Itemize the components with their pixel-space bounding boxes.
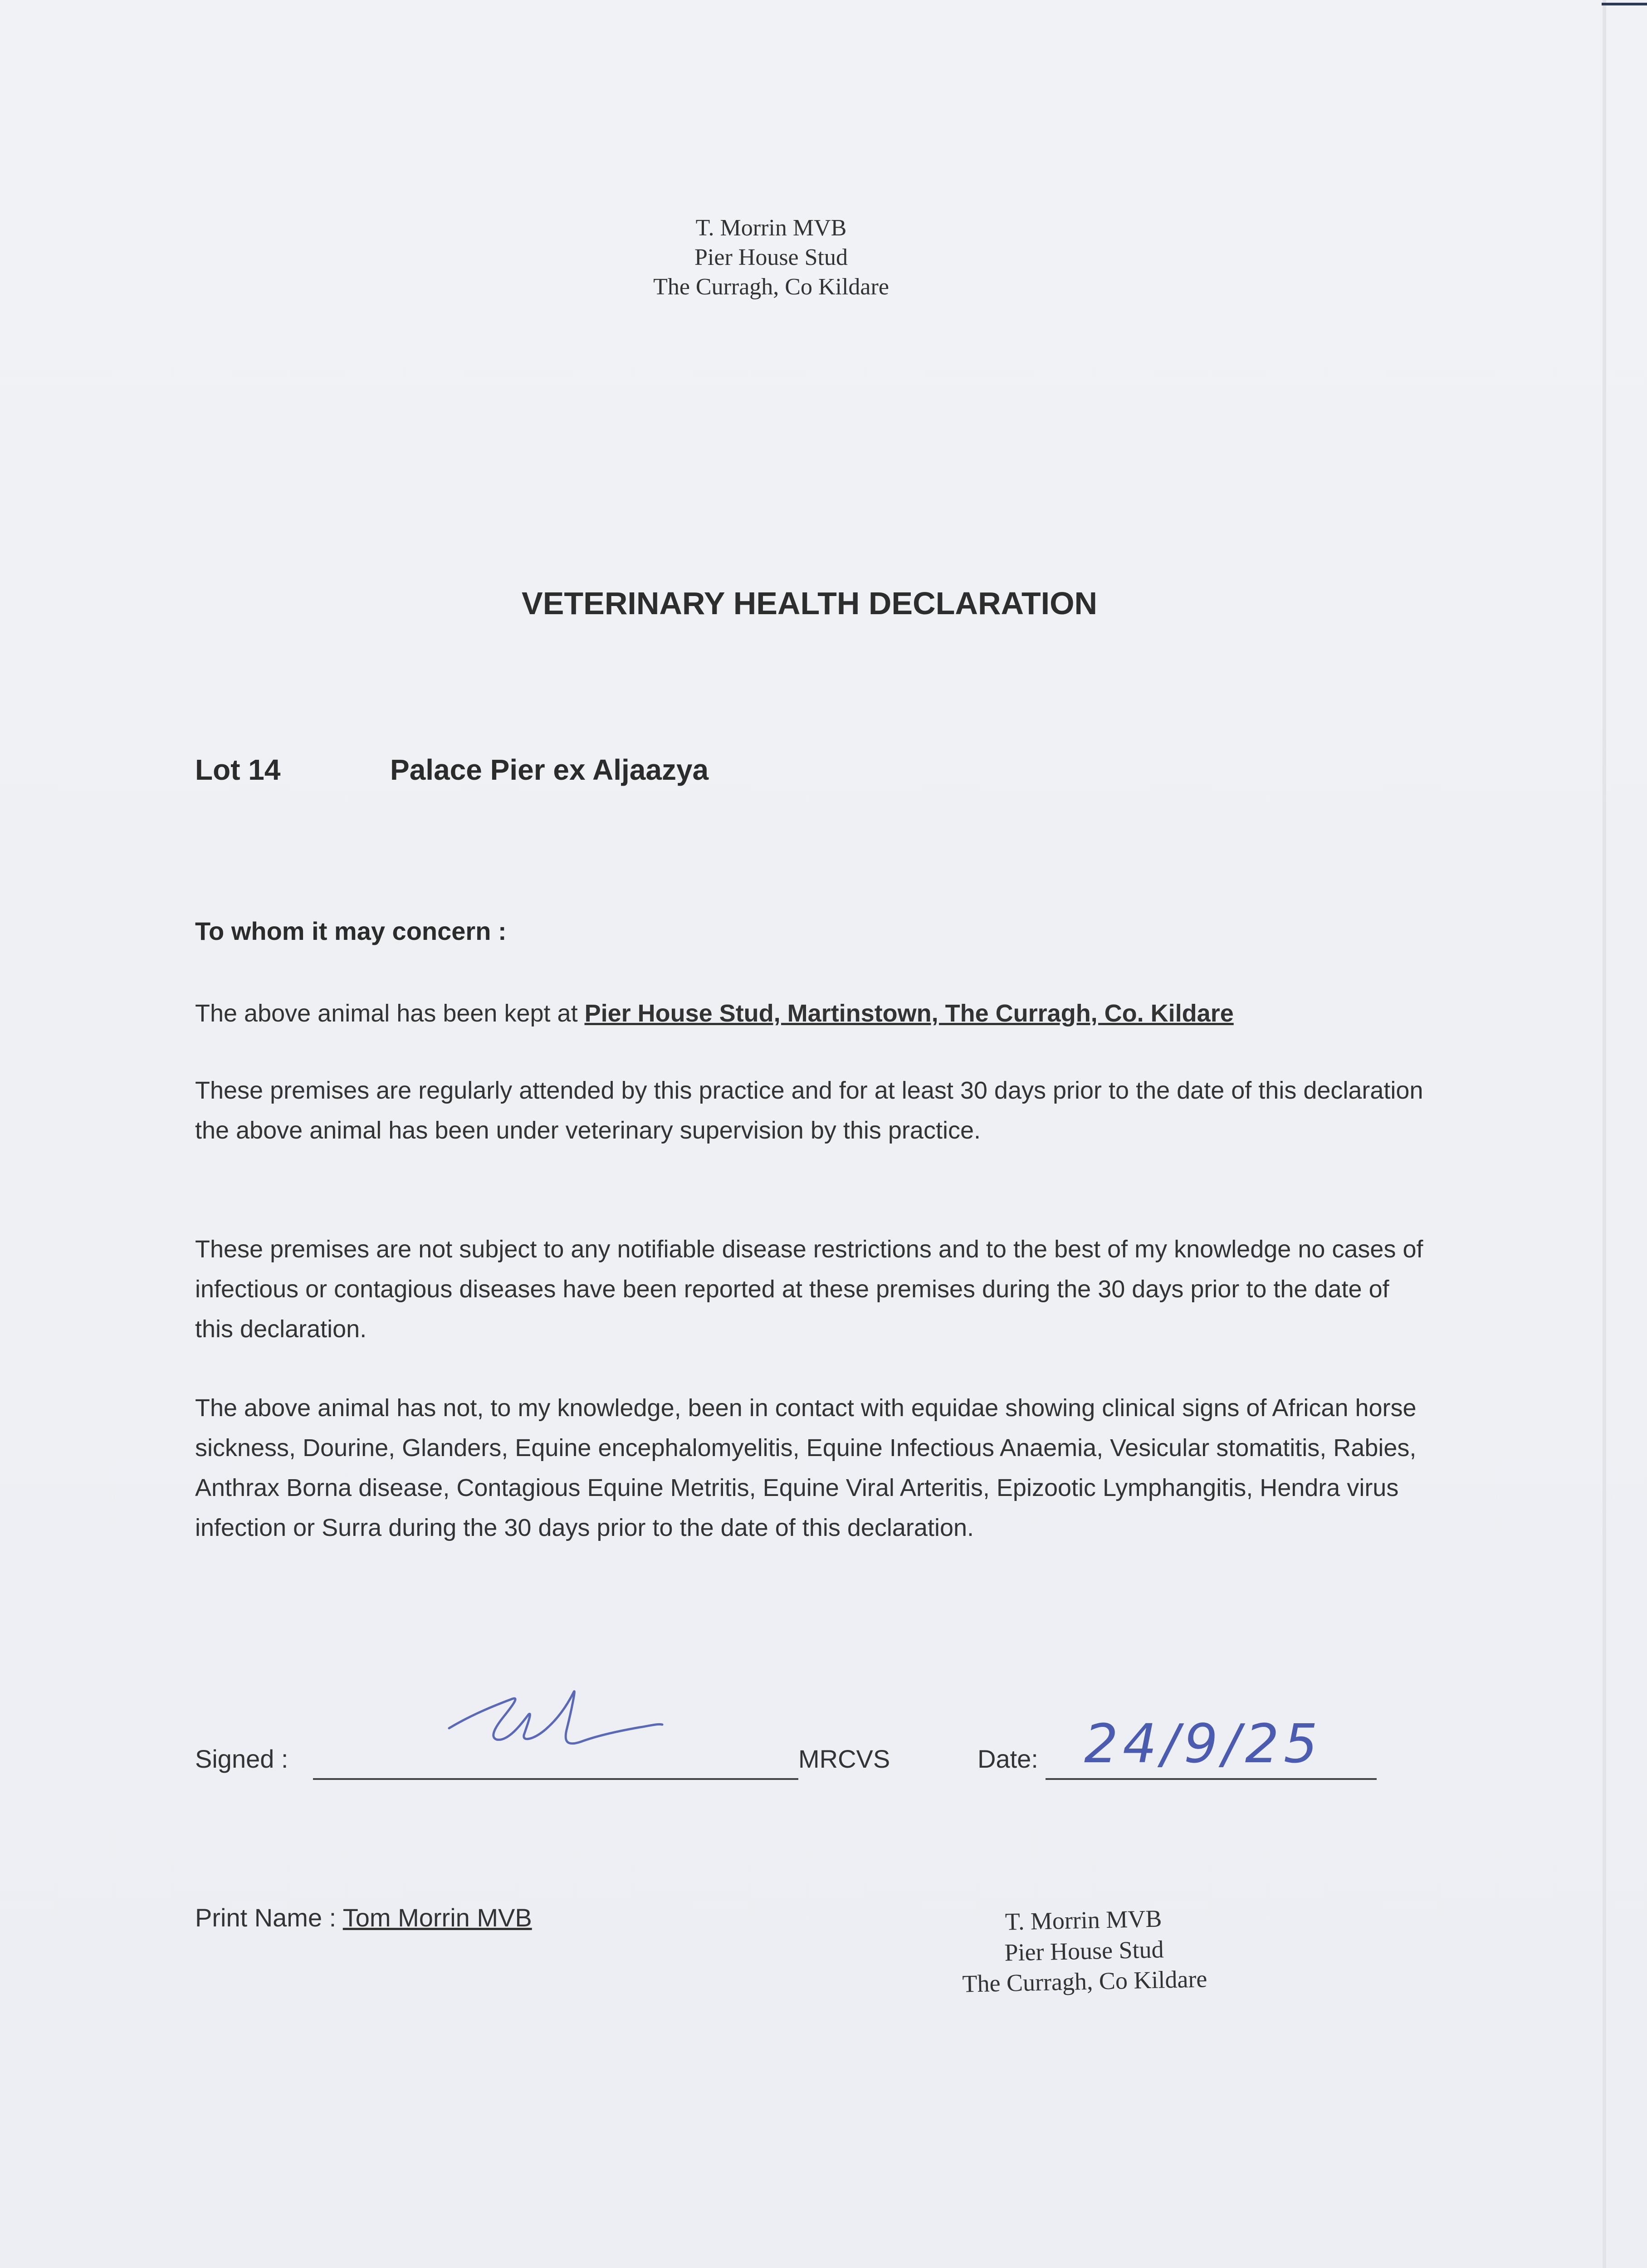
paragraph-premises	[195, 993, 1465, 1033]
supervision-text: These premises are regularly attended by this practice and for at least 30 days prior to the date of this declaration the above animal has been under veterinary supervision by this practice.	[195, 1077, 1423, 1144]
stamp-location: The Curragh, Co Kildare	[962, 1965, 1207, 1998]
paragraph-restrictions	[195, 1229, 1433, 1349]
date-line	[1046, 1778, 1377, 1780]
handwritten-date: 24/9/25	[1084, 1712, 1322, 1775]
paragraph-diseases	[195, 1388, 1433, 1548]
salutation: To whom it may concern :	[195, 917, 507, 945]
letterhead-location: The Curragh, Co Kildare	[653, 274, 889, 300]
lot-number: Lot 14	[195, 753, 281, 786]
letterhead-stud: Pier House Stud	[694, 244, 848, 270]
letterhead	[626, 213, 916, 302]
signature-line	[313, 1778, 798, 1780]
stamp-name: T. Morrin MVB	[1005, 1905, 1162, 1936]
signed-label: Signed :	[195, 1745, 288, 1773]
letterhead-name: T. Morrin MVB	[695, 215, 847, 241]
paragraph-supervision	[195, 1070, 1433, 1150]
premises-address: Pier House Stud, Martinstown, The Curragh, Co. Kildare	[584, 1000, 1234, 1027]
practice-stamp	[924, 1902, 1244, 2000]
document-title: VETERINARY HEALTH DECLARATION	[522, 586, 1098, 621]
print-name-label: Print Name :	[195, 1903, 343, 1932]
print-name-value: Tom Morrin MVB	[342, 1903, 532, 1932]
premises-prefix: The above animal has been kept at	[195, 1000, 585, 1027]
handwritten-signature	[445, 1674, 680, 1774]
diseases-text: The above animal has not, to my knowledge, been in contact with equidae showing clinical signs of African horse sickness, Dourine, Glanders, Equine encephalomyelitis, Equine Infectious Anaemia, Vesicular stomatitis, Rabies, Anthrax Borna disease, Contagious Equine Metritis, Equine Viral Arteritis, Epizootic Lymphangitis, Hendra virus infection or Surra during the 30 days prior to the date of this declaration.	[195, 1394, 1417, 1541]
date-label: Date:	[977, 1745, 1038, 1773]
restrictions-text: These premises are not subject to any notifiable disease restrictions and to the best of my knowledge no cases of infectious or contagious diseases have been reported at these premises during the 30 days prior to the date of this declaration.	[195, 1236, 1423, 1343]
stamp-stud: Pier House Stud	[1004, 1935, 1164, 1966]
scan-edge	[1603, 0, 1606, 2268]
horse-name: Palace Pier ex Aljaazya	[390, 753, 709, 786]
scan-edge-mark	[1602, 3, 1647, 5]
print-name	[195, 1903, 532, 1932]
qualification: MRCVS	[798, 1745, 890, 1773]
